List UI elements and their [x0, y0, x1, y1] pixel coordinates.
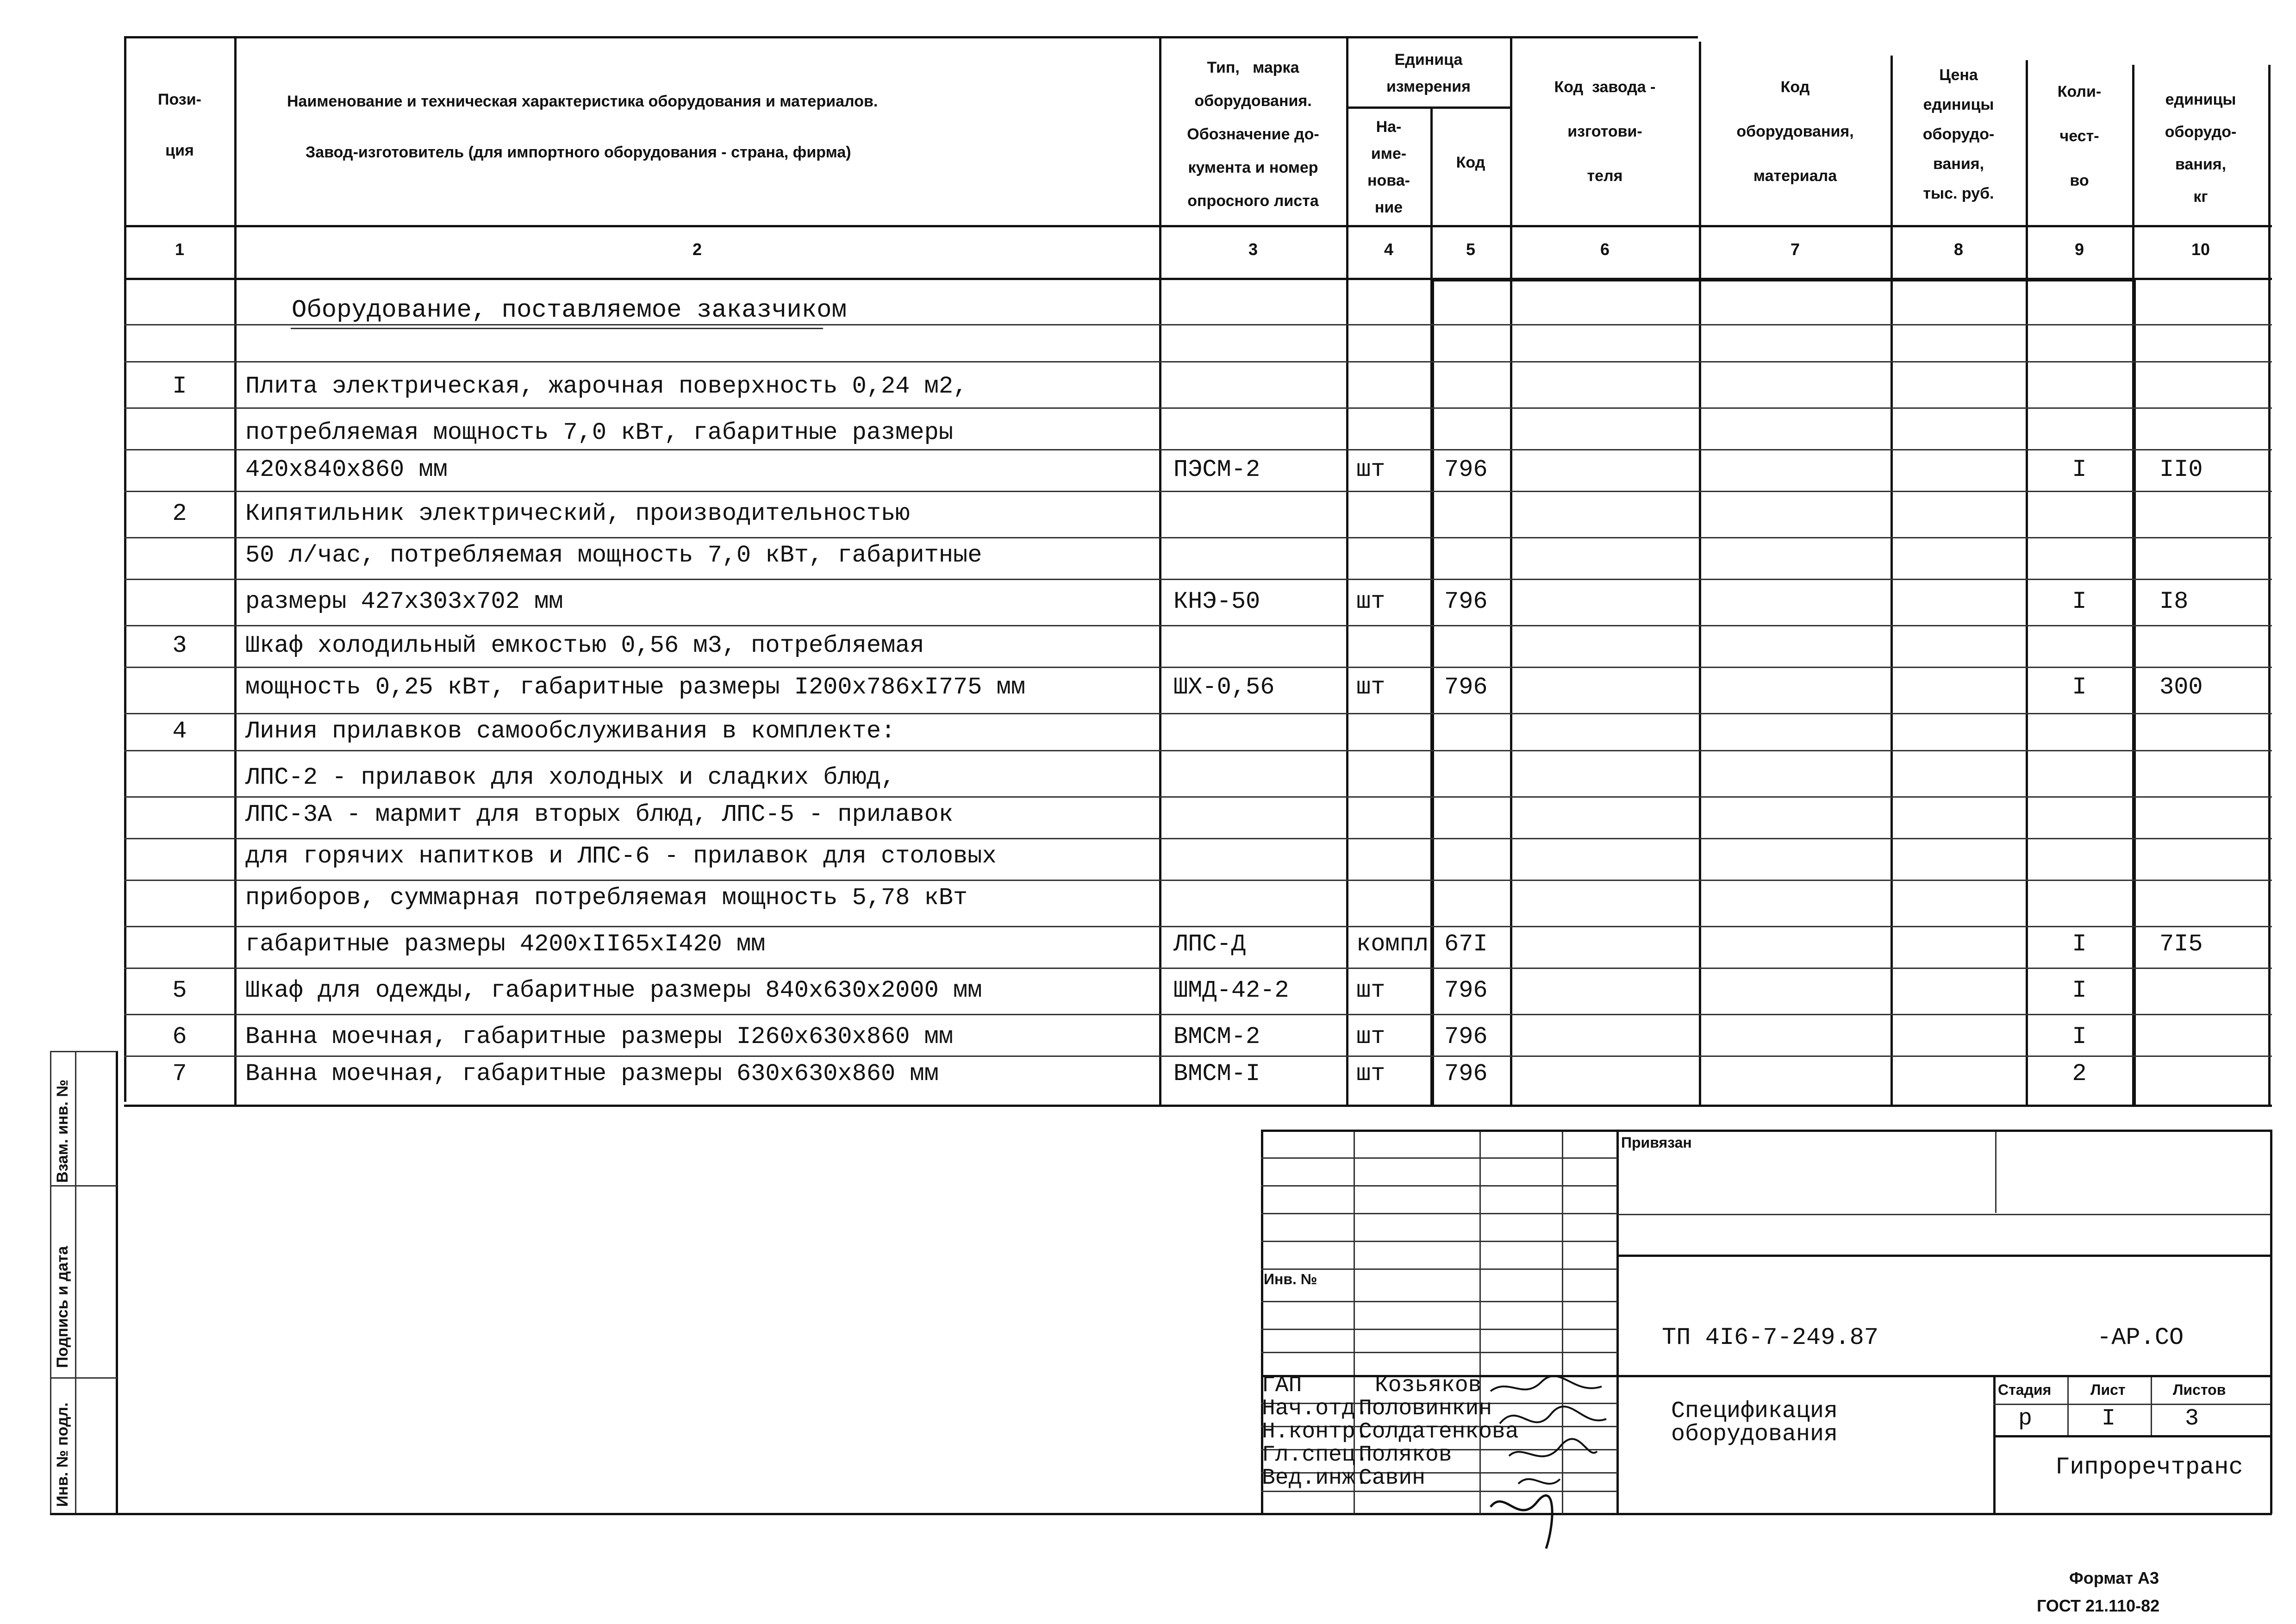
row-description: Плита электрическая, жарочная поверхность 0,24 м2, [245, 373, 968, 400]
row-description: Кипятильник электрический, производительностью [245, 500, 910, 527]
header-col7: Код оборудования, материала [1736, 78, 1854, 185]
body-bottom-border [124, 1105, 2272, 1107]
header-col10: единицы оборудо- вания, кг [2165, 91, 2237, 206]
side-strip-right [116, 1051, 118, 1514]
row-unit: шт [1356, 1060, 1385, 1087]
row-line [124, 449, 2272, 450]
tb-grid-line [1261, 1301, 1617, 1302]
column-number-9: 9 [2074, 240, 2084, 259]
signer-name: Савин [1359, 1466, 1426, 1491]
row-unit-code: 796 [1444, 1023, 1488, 1050]
row-quantity: 2 [2072, 1060, 2087, 1087]
signer-role: Вед.инж. [1262, 1466, 1369, 1491]
doc-code: ТП 4I6-7-249.87 [1662, 1324, 1879, 1351]
row-description: Шкаф для одежды, габаритные размеры 840х630х2000 мм [245, 977, 982, 1004]
qty-col-bold-right [2132, 278, 2136, 1106]
header-col2-line1: Наименование и техническая характеристика оборудования и материалов. [287, 93, 878, 110]
row-quantity: I [2072, 1023, 2087, 1050]
side-label-inv-podl: Инв. № подл. [54, 1402, 71, 1507]
code-col-bold-left [1430, 278, 1434, 1106]
header-col9: Коли- чест- во [2057, 83, 2102, 189]
side-strip-div2 [50, 1377, 117, 1379]
row-quantity: I [2072, 931, 2087, 958]
tb-v6 [1993, 1375, 1996, 1514]
row-line [124, 796, 2272, 798]
col-divider-6 [1699, 42, 1701, 1106]
row-unit: шт [1356, 674, 1385, 701]
column-number-8: 8 [1953, 240, 1964, 259]
table-top-border [124, 36, 1698, 38]
row-mass: II0 [2159, 456, 2203, 483]
row-line [124, 491, 2272, 492]
column-number-5: 5 [1466, 240, 1476, 259]
section-title: Оборудование, поставляемое заказчиком [292, 296, 847, 325]
row-line [124, 968, 2272, 969]
row-line [124, 579, 2272, 580]
body-bold-top [1430, 278, 2134, 281]
row-quantity: I [2072, 674, 2087, 701]
row-description: мощность 0,25 кВт, габаритные размеры I200х786хI775 мм [245, 674, 1026, 701]
col-divider-7 [1890, 56, 1893, 1106]
row-description: потребляемая мощность 7,0 кВт, габаритные размеры [245, 419, 954, 446]
row-unit: шт [1356, 588, 1385, 615]
signer-name: Козьяков [1375, 1373, 1482, 1398]
row-position: 6 [172, 1023, 187, 1050]
row-line [124, 625, 2272, 626]
row-type: ПЭСМ-2 [1173, 456, 1260, 483]
header-col4: На- име- нова- ние [1367, 118, 1410, 216]
tb-v5 [1995, 1130, 1997, 1213]
row-description: для горячих напитков и ЛПС-6 - прилавок для столовых [245, 843, 997, 870]
row-type: КНЭ-50 [1173, 588, 1260, 615]
tb-grid-line [1261, 1185, 1617, 1187]
row-position: I [172, 373, 187, 400]
row-unit-code: 796 [1444, 456, 1488, 483]
tb-h-stage-bottom [1993, 1435, 2271, 1437]
column-number-10: 10 [2191, 240, 2210, 259]
row-type: ЛПС-Д [1173, 931, 1246, 958]
tb-h-stage [1993, 1404, 2271, 1405]
tb-grid-line [1261, 1213, 1617, 1214]
column-number-3: 3 [1248, 240, 1258, 259]
side-strip-left [50, 1051, 51, 1514]
row-line [124, 713, 2272, 714]
row-line [124, 361, 2272, 362]
row-type: ШХ-0,56 [1173, 674, 1275, 701]
signer-role: Гл.спец. [1262, 1443, 1369, 1468]
row-description: ЛПС-2 - прилавок для холодных и сладких блюд, [245, 764, 896, 791]
row-line [124, 838, 2272, 839]
row-line [124, 537, 2272, 538]
signer-name: Поляков [1359, 1443, 1452, 1468]
tb-grid-line [1261, 1352, 1617, 1353]
column-number-6: 6 [1600, 240, 1610, 259]
header-col6: Код завода - изготови- теля [1554, 78, 1656, 185]
row-description: Линия прилавков самообслуживания в комплекте: [245, 718, 896, 745]
tb-v8 [2151, 1375, 2152, 1435]
row-unit-code: 796 [1444, 674, 1488, 701]
frame-bottom [50, 1513, 2272, 1515]
doc-suffix: -АР.СО [2097, 1324, 2184, 1351]
row-description: Шкаф холодильный емкостью 0,56 м3, потребляемая [245, 632, 924, 659]
side-label-vzam: Взам. инв. № [54, 1079, 71, 1183]
signatures-scribble [1481, 1373, 1620, 1567]
sheets-label: Листов [2173, 1381, 2226, 1398]
header-unit-group: Единица измерения [1386, 51, 1471, 95]
header-col2-line2: Завод-изготовитель (для импортного оборудования - страна, фирма) [306, 144, 851, 161]
tb-right [2270, 1130, 2272, 1514]
row-description: 50 л/час, потребляемая мощность 7,0 кВт, габаритные [245, 542, 982, 569]
row-position: 3 [172, 632, 187, 659]
row-unit: компл [1356, 931, 1429, 958]
tb-v7 [2067, 1375, 2069, 1435]
row-line [124, 926, 2272, 927]
row-quantity: I [2072, 977, 2087, 1004]
gost-label: ГОСТ 21.110-82 [2037, 1596, 2160, 1615]
unit-group-divider [1346, 106, 1510, 109]
row-mass: 7I5 [2159, 931, 2203, 958]
row-line [124, 407, 2272, 409]
tb-top [1261, 1130, 2270, 1132]
doc-title-1: Спецификация [1671, 1398, 1838, 1424]
sheet-value: I [2102, 1405, 2116, 1432]
row-position: 2 [172, 500, 187, 527]
tb-grid-line [1261, 1157, 1617, 1159]
row-mass: 300 [2159, 674, 2203, 701]
tb-v2 [1479, 1130, 1481, 1514]
row-description: Ванна моечная, габаритные размеры 630х630х860 мм [245, 1060, 939, 1087]
table-left-border [124, 36, 126, 1102]
row-quantity: I [2072, 456, 2087, 483]
inv-no-label: Инв. № [1264, 1271, 1317, 1287]
row-type: ВМСМ-2 [1173, 1023, 1260, 1050]
header-col5: Код [1456, 154, 1485, 171]
row-line [124, 1014, 2272, 1015]
signer-name: Солдатенкова [1359, 1419, 1519, 1444]
sheet-label: Лист [2090, 1381, 2126, 1398]
row-unit-code: 796 [1444, 1060, 1488, 1087]
tb-h-code-top [1618, 1255, 2271, 1257]
tb-grid-line [1261, 1329, 1617, 1330]
row-description: Ванна моечная, габаритные размеры I260х630х860 мм [245, 1023, 954, 1050]
header-col3: Тип, марка оборудования. Обозначение до- кумента и номер опросного листа [1187, 59, 1319, 210]
row-unit: шт [1356, 977, 1385, 1004]
stage-label: Стадия [1998, 1381, 2052, 1398]
tb-grid-line [1261, 1268, 1617, 1270]
row-line [124, 667, 2272, 668]
stage-value: р [2018, 1405, 2033, 1432]
row-description: габаритные размеры 4200хII65хI420 мм [245, 931, 766, 958]
section-title-underline [291, 328, 823, 329]
header-col1: Пози- ция [158, 91, 201, 159]
column-number-1: 1 [175, 240, 185, 259]
row-line [124, 1056, 2272, 1057]
signer-role: Н.контр. [1262, 1419, 1369, 1444]
row-unit: шт [1356, 456, 1385, 483]
header-bottom-border [124, 225, 2272, 227]
privyazan-label: Привязан [1621, 1134, 1692, 1151]
row-unit: шт [1356, 1023, 1385, 1050]
row-description: ЛПС-3А - мармит для вторых блюд, ЛПС-5 - прилавок [245, 801, 954, 828]
row-type: ВМСМ-I [1173, 1060, 1260, 1087]
row-position: 4 [172, 718, 187, 745]
row-unit-code: 796 [1444, 588, 1488, 615]
side-label-podpis: Подпись и дата [54, 1246, 71, 1368]
header-col8: Цена единицы оборудо- вания, тыс. руб. [1922, 66, 1995, 202]
row-description: размеры 427х303х702 мм [245, 588, 563, 615]
signer-name: Половинкин [1359, 1396, 1492, 1421]
table-right-border [2268, 65, 2271, 1106]
row-description: 420х840х860 мм [245, 456, 448, 483]
row-position: 7 [172, 1060, 187, 1087]
side-strip-top [50, 1051, 117, 1052]
signer-role: Нач.отд. [1262, 1396, 1369, 1421]
side-strip-mid [75, 1051, 76, 1514]
row-unit-code: 67I [1444, 931, 1488, 958]
column-number-4: 4 [1384, 240, 1394, 259]
row-type: ШМД-42-2 [1173, 977, 1289, 1004]
side-strip-div1 [50, 1185, 117, 1187]
org-name: Гипроречтранс [2055, 1454, 2243, 1481]
tb-h-privyazan [1618, 1214, 2271, 1215]
col-divider-1 [234, 36, 237, 1106]
row-line [124, 750, 2272, 751]
row-description: приборов, суммарная потребляемая мощность 5,78 кВт [245, 884, 968, 912]
doc-title-2: оборудования [1671, 1421, 1838, 1448]
row-line [124, 880, 2272, 881]
column-number-2: 2 [692, 240, 702, 259]
row-unit-code: 796 [1444, 977, 1488, 1004]
tb-grid-line [1261, 1241, 1617, 1242]
format-label: Формат А3 [2069, 1568, 2159, 1587]
row-position: 5 [172, 977, 187, 1004]
signer-role: ГАП [1262, 1373, 1302, 1398]
row-mass: I8 [2159, 588, 2189, 615]
row-quantity: I [2072, 588, 2087, 615]
sheets-value: 3 [2185, 1405, 2199, 1432]
column-number-7: 7 [1790, 240, 1800, 259]
